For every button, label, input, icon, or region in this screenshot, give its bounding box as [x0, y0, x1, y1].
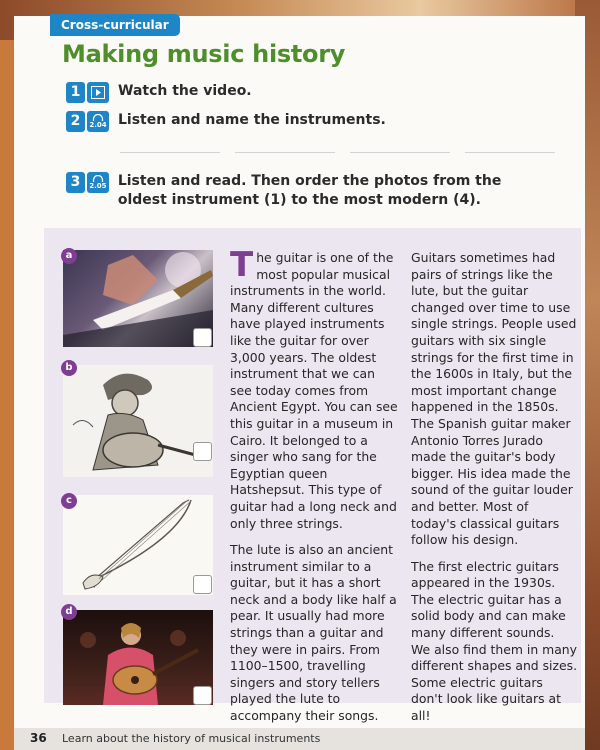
video-icon[interactable]: [87, 82, 109, 103]
instruction-number: 2: [66, 111, 85, 132]
page-title: Making music history: [62, 40, 346, 68]
instruction-text: Listen and read. Then order the photos from the oldest instrument (1) to the most modern (4).: [117, 173, 502, 208]
track-number: 2.05: [89, 182, 107, 190]
answer-line: [350, 152, 450, 153]
paragraph-lute: The lute is also an ancient instrument similar to a guitar, but it has a short neck and a body like half a pear. It usually had more strings than a guitar and they were in pairs. From 1100–1500, travelling singers and story tellers played the lute to accompany their songs.: [230, 542, 397, 724]
instruction-number: 1: [66, 82, 85, 103]
photo-label-d: d: [61, 604, 77, 620]
photo-label-c: c: [61, 493, 77, 509]
photo-label-a: a: [61, 248, 77, 264]
paragraph-text: he guitar is one of the most popular musical instruments in the world. Many different cultures have played instruments like the guitar for over 3,000 years. The oldest instrument that we can see today comes from Ancient Egypt. You can see this guitar in a museum in Cairo. It belonged to a singer who sang for the Egyptian queen Hatshepsut. This type of guitar had a long neck and only three strings.: [230, 250, 398, 531]
instruction-3: [66, 172, 526, 210]
order-checkbox-b[interactable]: [193, 442, 212, 461]
page-footer: [14, 728, 585, 750]
paragraph-guitar-history: [230, 245, 400, 532]
instruction-number: 3: [66, 172, 85, 193]
photo-d-woman-guitar: [63, 610, 213, 705]
answer-line: [465, 152, 555, 153]
instruction-2: [66, 111, 386, 132]
headphones-icon[interactable]: [87, 111, 109, 132]
photo-c-ancient-guitar: [63, 495, 213, 595]
paragraph-electric-guitar: The first electric guitars appeared in the 1930s. The electric guitar has a solid body and can make many different sounds. We also find them in many different shapes and sizes. Some electric guitars don't look like guitars at all!: [411, 558, 578, 724]
page-number: 36: [30, 731, 47, 745]
headphones-icon[interactable]: [87, 172, 109, 193]
instruction-text: Watch the video.: [118, 83, 252, 99]
photo-a-electric-guitar: [63, 250, 213, 347]
paragraph-guitar-changes: Guitars sometimes had pairs of strings like the lute, but the guitar changed over time to use single strings. People used guitars with six single strings for the first time in the 1600s in Italy, but the most important change happened in the 1850s. The Spanish guitar maker Antonio Torres Jurado made the guitar's body bigger. His idea made the sound of the guitar louder and better. Most of today's classical guitars follow his design.: [411, 250, 577, 548]
footer-text: Learn about the history of musical instruments: [62, 732, 321, 745]
text-column-right: [411, 250, 577, 735]
drop-cap: T: [230, 245, 254, 285]
answer-line: [235, 152, 335, 153]
answer-line: [120, 152, 220, 153]
instruction-text: Listen and name the instruments.: [118, 112, 386, 128]
order-checkbox-a[interactable]: [193, 328, 212, 347]
order-checkbox-c[interactable]: [193, 575, 212, 594]
text-column-left: [230, 245, 400, 735]
photo-b-lute-engraving: [63, 365, 213, 477]
instruction-1: [66, 82, 252, 103]
track-number: 2.04: [89, 121, 107, 129]
section-tag: Cross-curricular: [50, 14, 180, 36]
order-checkbox-d[interactable]: [193, 686, 212, 705]
photo-label-b: b: [61, 360, 77, 376]
